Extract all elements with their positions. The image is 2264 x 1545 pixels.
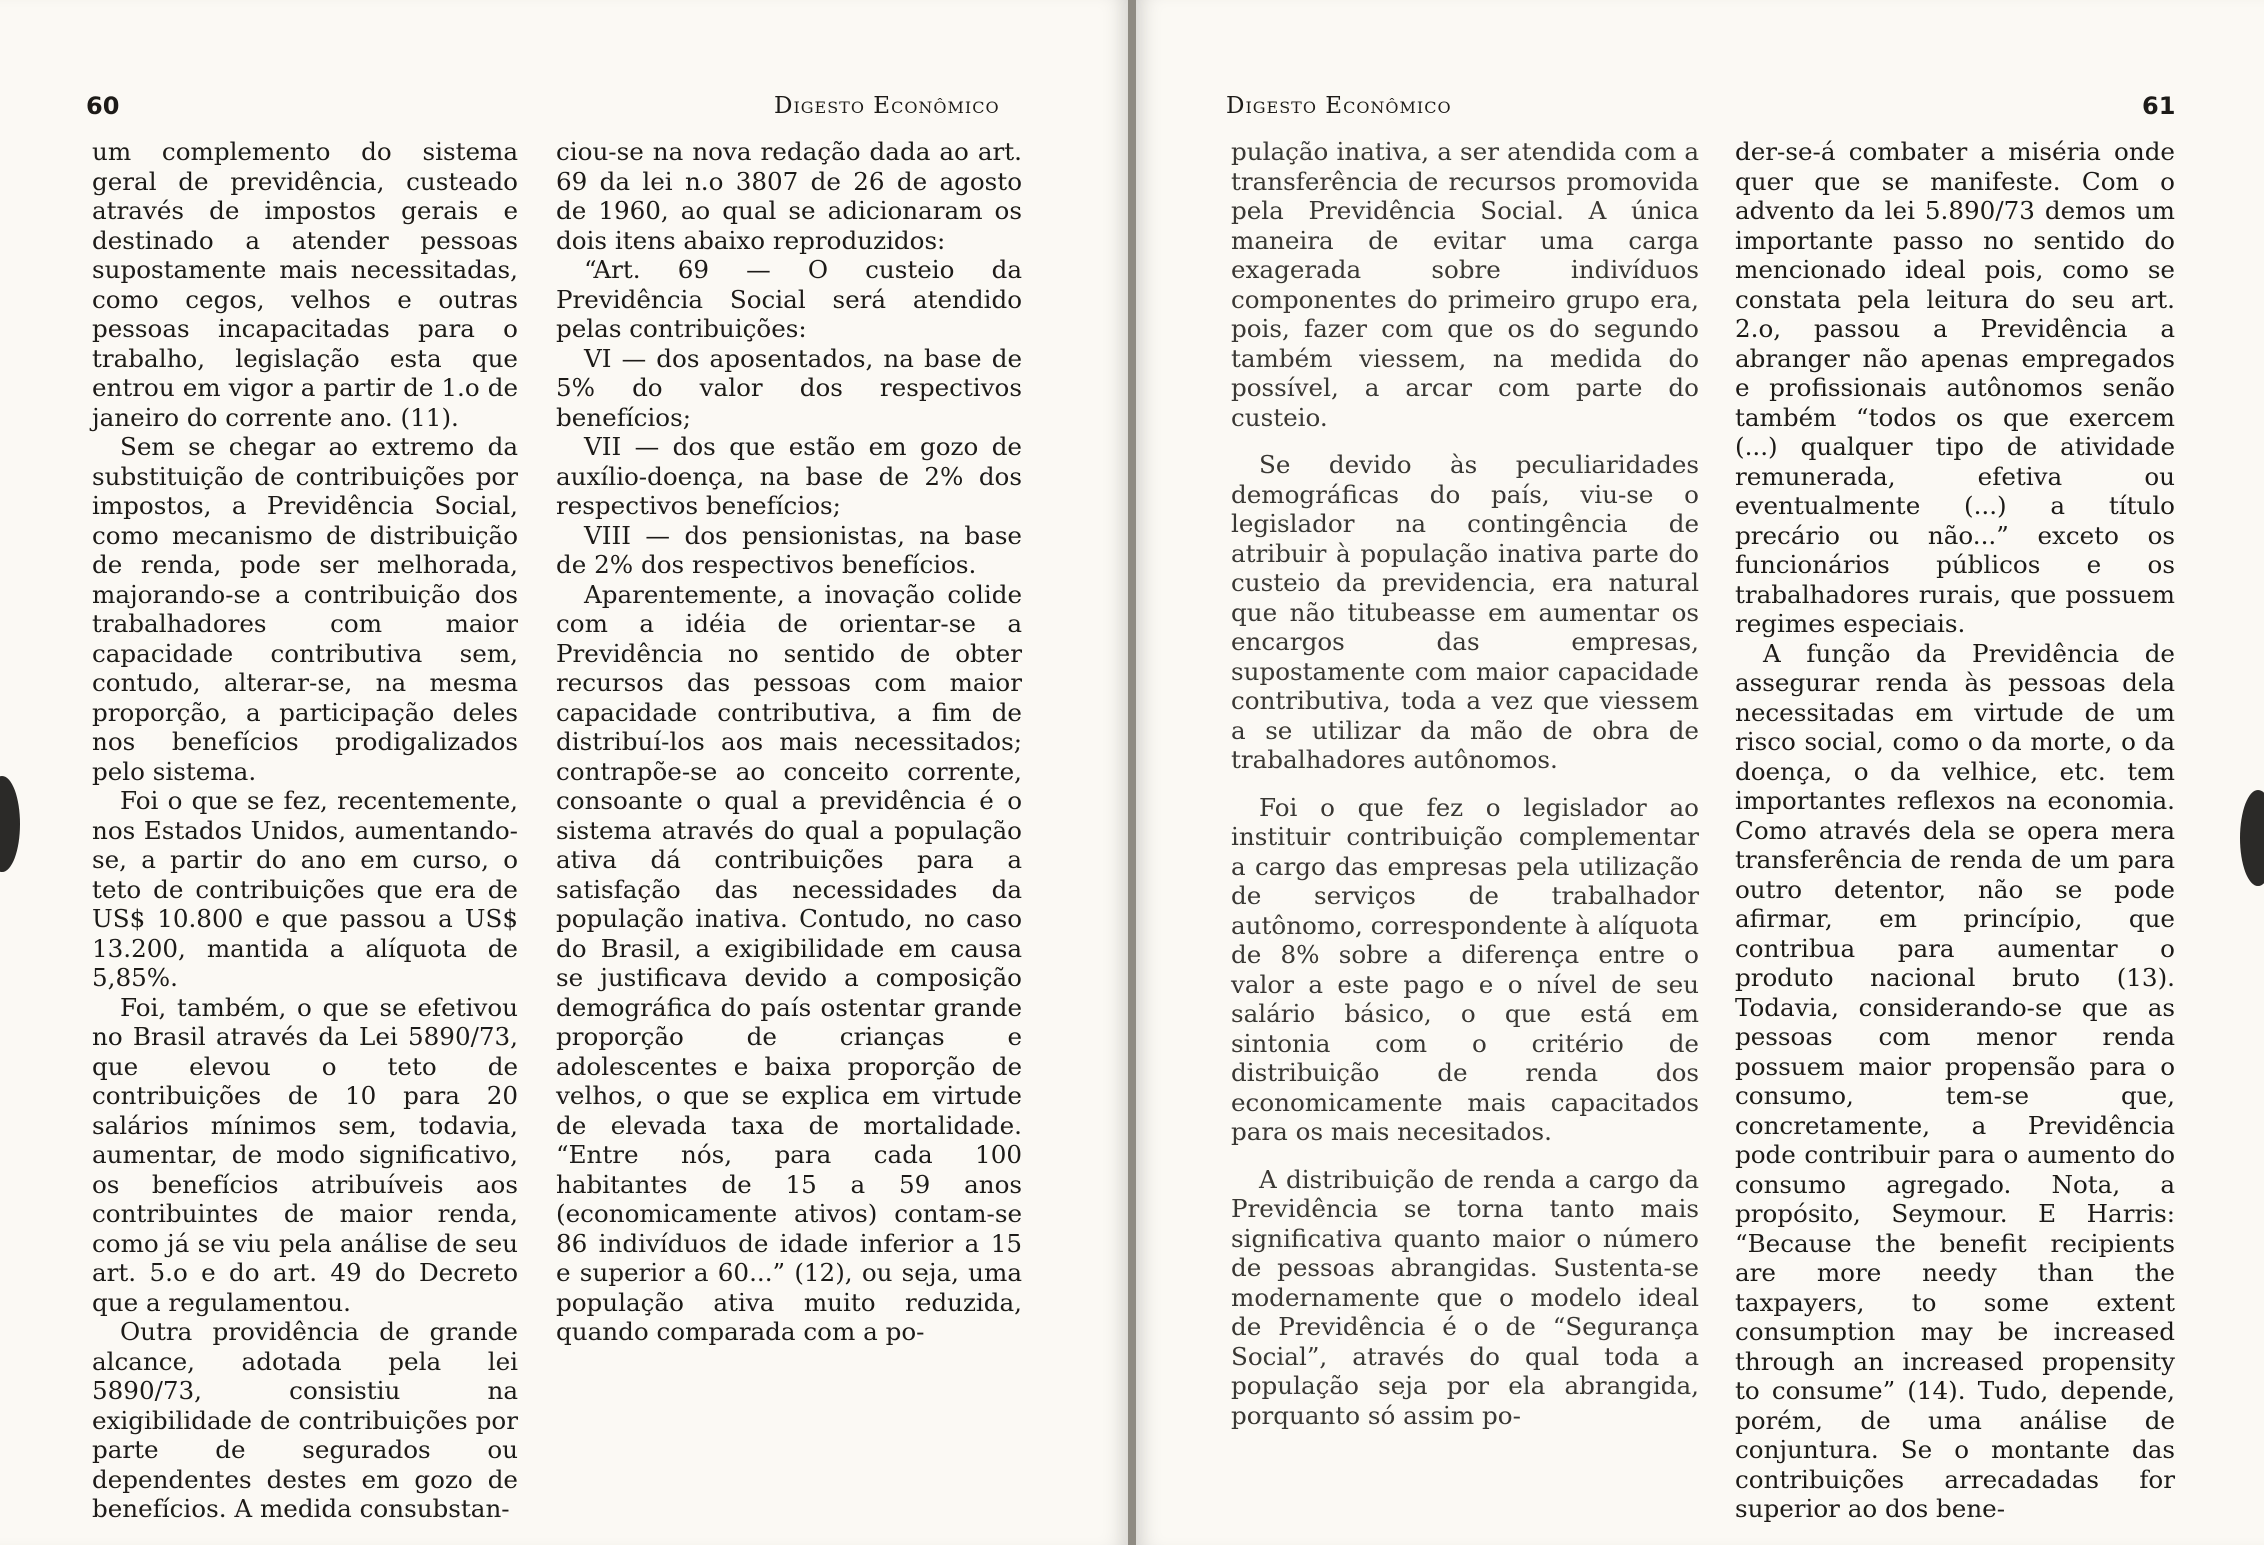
paragraph: Foi o que fez o legislador ao instituir contribuição complementar a cargo das empresas pela utilização de serviços de trabalhador autônomo, correspondente à alíquota de 8% sobre a diferença entre o valor a este pago e o nível de seu salário básico, o que está em sintonia com o critério de distribuição de renda dos economicamente mais capacitados para os mais necesitados. — [1231, 792, 1699, 1146]
running-head: Digesto Econômico — [774, 93, 1000, 119]
paragraph: Aparentemente, a inovação colide com a idéia de orientar-se a Previdência no sentido de obter recursos das pessoas com maior capacidade contributiva, a fim de distribuí-los aos mais necessitados; contrapõe-se ao conceito corrente, consoante o qual a previdência é o sistema através do qual a população ativa dá contribuições para a satisfação das necessidades da população inativa. Contudo, no caso do Brasil, a exigibilidade em causa se justificava devido a composição demográfica do país ostentar grande proporção de crianças e adolescentes e baixa proporção de velhos, o que se explica em virtude de elevada taxa de mortalidade. “Entre nós, para cada 100 habitantes de 15 a 59 anos (economicamente ativos) contam-se 86 indivíduos de idade inferior a 15 e superior a 60...” (12), ou seja, uma população ativa muito reduzida, quando comparada com a po- — [556, 579, 1022, 1346]
paragraph: pulação inativa, a ser atendida com a transferência de recursos promovida pela Previdência Social. A única maneira de evitar uma carga exagerada sobre indivíduos componentes do primeiro grupo era, pois, fazer com que os do segundo também viessem, na medida do possível, a arcar com parte do custeio. — [1231, 137, 1699, 432]
text-column-1 — [1231, 137, 1699, 1430]
page-number: 61 — [2142, 92, 2176, 120]
right-page — [1136, 0, 2264, 1545]
paragraph: Foi, também, o que se efetivou no Brasil através da Lei 5890/73, que elevou o teto de contribuições de 10 para 20 salários mínimos sem, todavia, aumentar, de modo significativo, os benefícios atribuíveis aos contribuintes de maior renda, como já se viu pela análise de seu art. 5.o e do art. 49 do Decreto que a regulamentou. — [92, 992, 518, 1317]
paragraph: der-se-á combater a miséria onde quer que se manifeste. Com o advento da lei 5.890/73 demos um importante passo no sentido do mencionado ideal pois, como se constata pela leitura do seu art. 2.o, passou a Previdência a abranger não apenas empregados e profissionais autônomos senão também “todos os que exercem (...) qualquer tipo de atividade remunerada, efetiva ou eventualmente (...) a título precário ou não...” exceto os funcionários públicos e os trabalhadores rurais, que possuem regimes especiais. — [1735, 137, 2175, 638]
paragraph: VI — dos aposentados, na base de 5% do valor dos respectivos benefícios; — [556, 343, 1022, 432]
text-column-2 — [556, 137, 1022, 1347]
text-column-1 — [92, 137, 518, 1524]
binder-clip-mark — [0, 776, 20, 872]
page-number: 60 — [86, 92, 120, 120]
paragraph: A função da Previdência de assegurar renda às pessoas dela necessitadas em virtude de um risco social, como o da morte, o da doença, o da velhice, etc. tem importantes reflexos na economia. Como através dela se opera mera transferência de renda de um para outro detentor, não se pode afirmar, em princípio, que contribua para aumentar o produto nacional bruto (13). Todavia, considerando-se que as pessoas com menor renda possuem maior propensão para o consumo, tem-se que, concretamente, a Previdência pode contribuir para o aumento do consumo agregado. Nota, a propósito, Seymour. E Harris: “Because the benefit recipients are more needy than the taxpayers, to some extent consumption may be increased through an increased propensity to consume” (14). Tudo, depende, porém, de uma análise de conjuntura. Se o montante das contribuições arrecadadas for superior ao dos bene- — [1735, 638, 2175, 1523]
running-head: Digesto Econômico — [1226, 93, 1452, 119]
left-page — [0, 0, 1128, 1545]
paragraph: VII — dos que estão em gozo de auxílio-doença, na base de 2% dos respectivos benefícios; — [556, 432, 1022, 520]
paragraph: Foi o que se fez, recentemente, nos Estados Unidos, aumentando-se, a partir do ano em curso, o teto de contribuições que era de US$ 10.800 e que passou a US$ 13.200, mantida a alíquota de 5,85%. — [92, 786, 518, 992]
paragraph: VIII — dos pensionistas, na base de 2% dos respectivos benefícios. — [556, 520, 1022, 579]
paragraph: Outra providência de grande alcance, adotada pela lei 5890/73, consistiu na exigibilidade de contribuições por parte de segurados ou dependentes destes em gozo de benefícios. A medida consubstan- — [92, 1317, 518, 1523]
text-column-2 — [1735, 137, 2175, 1524]
paragraph: ciou-se na nova redação dada ao art. 69 da lei n.o 3807 de 26 de agosto de 1960, ao qual se adicionaram os dois itens abaixo reproduzidos: — [556, 137, 1022, 255]
paragraph: A distribuição de renda a cargo da Previdência se torna tanto mais significativa quanto maior o número de pessoas abrangidas. Sustenta-se modernamente que o modelo ideal de Previdência é o de “Segurança Social”, através do qual toda a população seja por ela abrangida, porquanto só assim po- — [1231, 1164, 1699, 1430]
paragraph: “Art. 69 — O custeio da Previdência Social será atendido pelas contribuições: — [556, 255, 1022, 343]
paragraph: um complemento do sistema geral de previdência, custeado através de impostos gerais e destinado a atender pessoas supostamente mais necessitadas, como cegos, velhos e outras pessoas incapacitadas para o trabalho, legislação esta que entrou em vigor a partir de 1.o de janeiro do corrente ano. (11). — [92, 137, 518, 432]
paragraph: Se devido às peculiaridades demográficas do país, viu-se o legislador na contingência de atribuir à população inativa parte do custeio da previdencia, era natural que não titubeasse em aumentar os encargos das empresas, supostamente com maior capacidade contributiva, toda a vez que viessem a se utilizar da mão de obra de trabalhadores autônomos. — [1231, 450, 1699, 774]
binder-clip-mark — [2240, 790, 2264, 886]
paragraph: Sem se chegar ao extremo da substituição de contribuições por impostos, a Previdência Social, como mecanismo de distribuição de renda, pode ser melhorada, majorando-se a contribuição dos trabalhadores com maior capacidade contributiva sem, contudo, alterar-se, na mesma proporção, a participação deles nos benefícios prodigalizados pelo sistema. — [92, 432, 518, 786]
